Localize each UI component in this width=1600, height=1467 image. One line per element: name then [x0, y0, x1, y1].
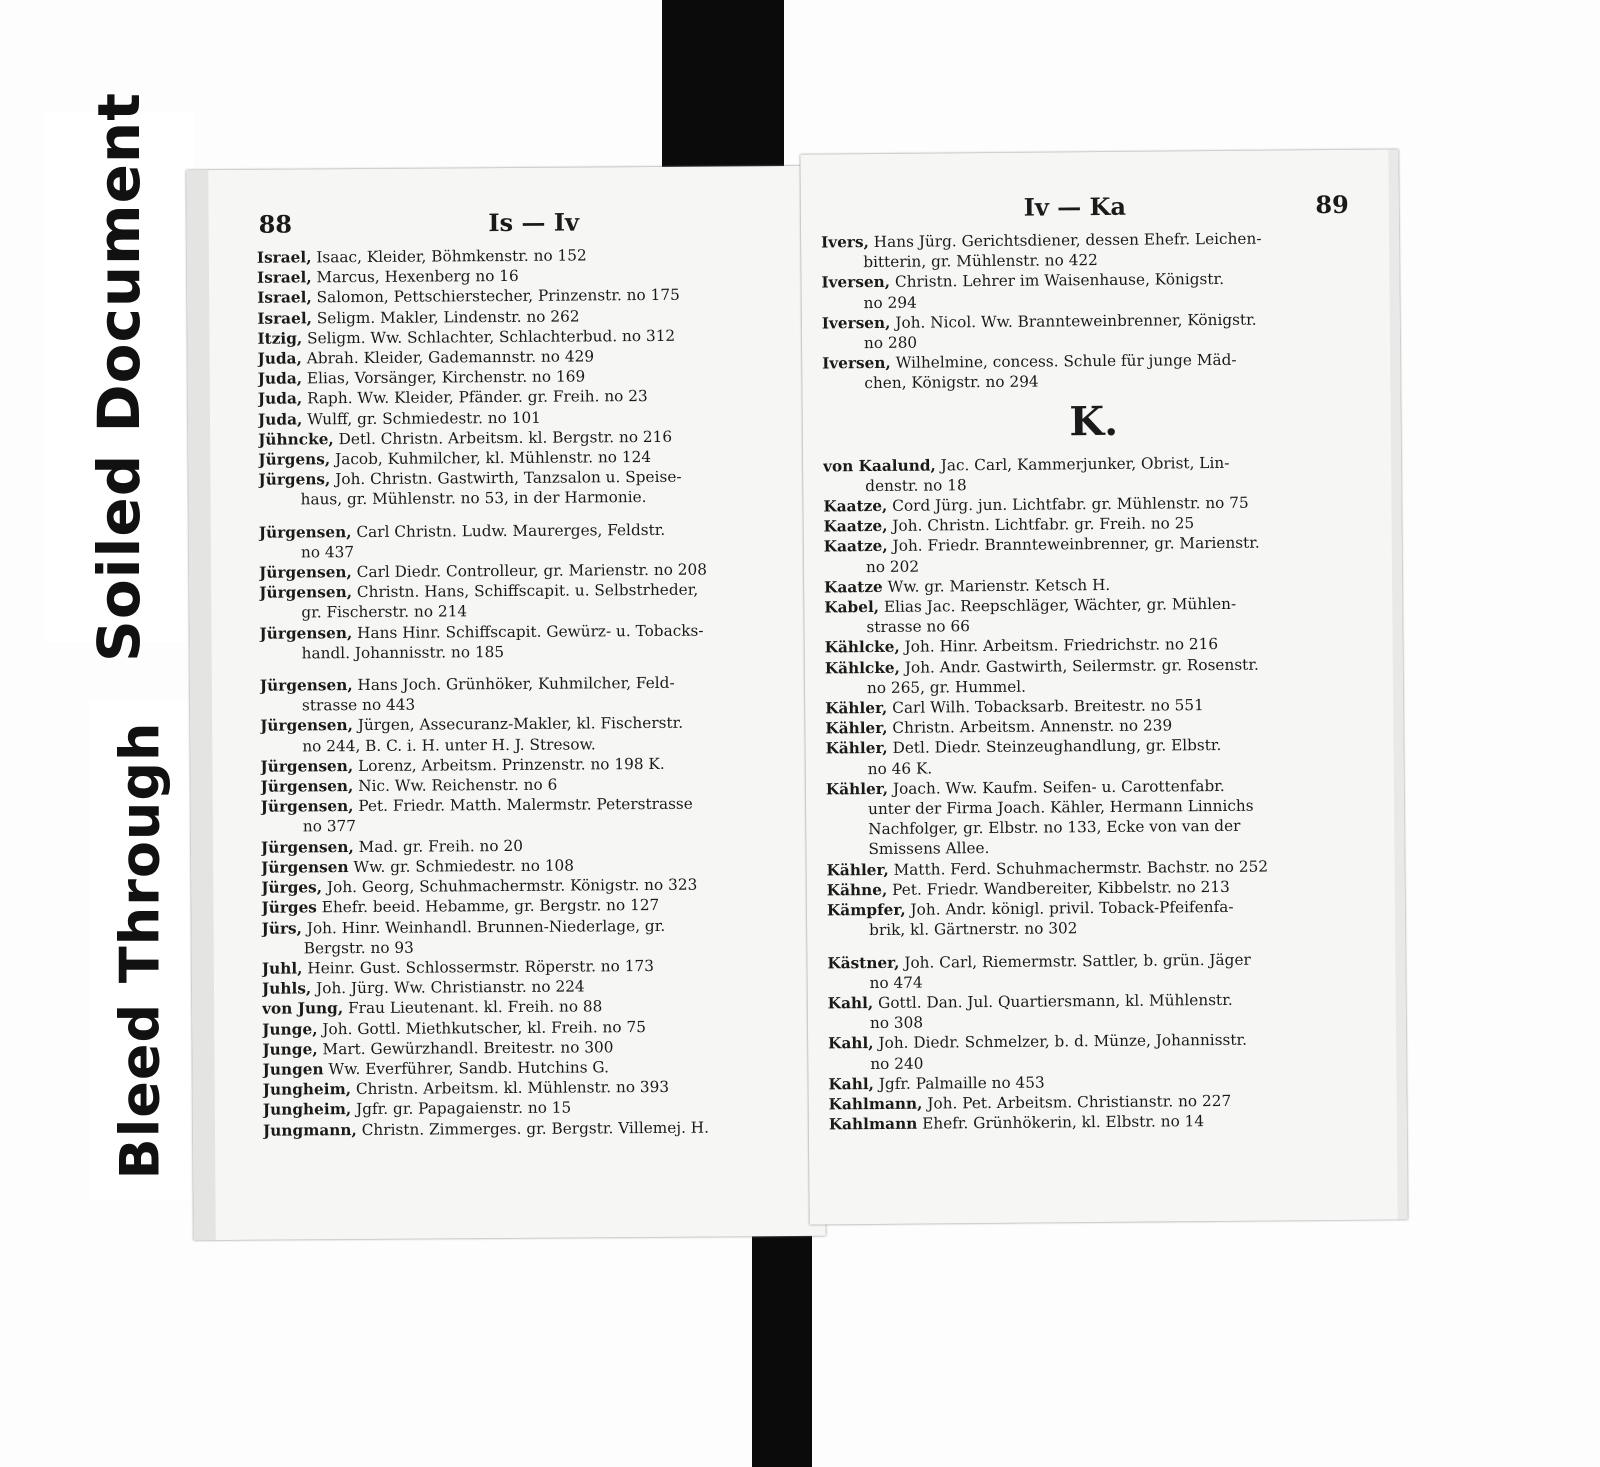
- entry-surname: Juhls,: [261, 979, 312, 998]
- entry-continuation-line: Smissens Allee.: [868, 839, 990, 859]
- entry-surname: Juhl,: [261, 959, 303, 978]
- entry-continuation-line: Nachfolger, gr. Elbstr. no 133, Ecke von van der: [868, 817, 1241, 839]
- running-head: Iv — Ka: [1023, 191, 1127, 222]
- entry-surname: Kählcke,: [824, 658, 901, 678]
- entry-line: Jürgensen, Hans Joch. Grünhöker, Kuhmilcher, Feld-: [259, 673, 675, 695]
- entry-line: Junge, Joh. Gottl. Miethkutscher, kl. Freih. no 75: [262, 1017, 646, 1039]
- entry-line: Kaatze, Joh. Christn. Lichtfabr. gr. Freih. no 25: [823, 514, 1195, 536]
- entry-surname: Jürgensen,: [260, 716, 353, 736]
- soiled-document-label: [44, 92, 194, 662]
- entry-line: Kählcke, Joh. Hinr. Arbeitsm. Friedrichstr. no 216: [824, 635, 1219, 657]
- entry-line: Jürgensen, Mad. gr. Freih. no 20: [260, 836, 523, 857]
- entry-surname: Jürges,: [261, 878, 323, 897]
- entry-line: Juhls, Joh. Jürg. Ww. Christianstr. no 224: [261, 977, 585, 998]
- soiled-document-text: Soiled Document: [85, 92, 154, 662]
- entry-line: Israel, Salomon, Pettschierstecher, Prinzenstr. no 175: [257, 286, 680, 308]
- entry-surname: Kähler,: [826, 860, 889, 880]
- entry-line: Jürgensen, Pet. Friedr. Matth. Malermstr. Peterstrasse: [260, 794, 693, 816]
- entry-continuation-line: no 280: [863, 333, 918, 353]
- entry-line: Kählcke, Joh. Andr. Gastwirth, Seilermstr. gr. Rosenstr.: [824, 655, 1259, 678]
- left-page-header: [239, 206, 789, 250]
- entry-surname: Juda,: [257, 410, 303, 429]
- entry-line: Kähler, Matth. Ferd. Schuhmachermstr. Bachstr. no 252: [826, 857, 1269, 880]
- running-head: Is — Iv: [488, 207, 580, 238]
- directory-entry: [824, 593, 1366, 638]
- directory-entry: [828, 1029, 1370, 1074]
- entry-surname: Israel,: [257, 308, 312, 328]
- entry-surname: Israel,: [256, 268, 312, 287]
- binding-strap-bottom: [752, 1215, 812, 1467]
- directory-entry: [259, 519, 803, 563]
- entry-line: Jürgensen Ww. gr. Schmiedestr. no 108: [261, 856, 575, 877]
- entry-line: Kähne, Pet. Friedr. Wandbereiter, Kibbelstr. no 213: [826, 877, 1230, 900]
- entry-surname: Kaatze,: [823, 517, 888, 536]
- entry-continuation-line: strasse no 66: [866, 617, 970, 637]
- entry-surname: Jungmann,: [262, 1120, 357, 1140]
- entry-line: von Kaalund, Jac. Carl, Kammerjunker, Obrist, Lin-: [822, 453, 1230, 476]
- entry-line: Jürgensen, Hans Hinr. Schiffscapit. Gewürz- u. Tobacks-: [259, 621, 704, 643]
- entry-line: Jürs, Joh. Hinr. Weinhandl. Brunnen-Niederlage, gr.: [261, 916, 666, 938]
- entry-surname: Junge,: [262, 1040, 318, 1059]
- entry-surname: Jürgens,: [258, 450, 331, 469]
- entry-line: Jürgens, Joh. Christn. Gastwirth, Tanzsalon u. Speise-: [258, 468, 682, 489]
- entry-surname: Kahl,: [827, 993, 874, 1013]
- entry-continuation-line: no 244, B. C. i. H. unter H. J. Stresow.: [302, 735, 596, 756]
- entry-surname: Iversen,: [822, 354, 891, 373]
- entry-surname: Junge,: [262, 1019, 318, 1039]
- entry-surname: Jürgensen,: [260, 837, 354, 857]
- entry-line: Iversen, Joh. Nicol. Ww. Brannteweinbrenner, Königstr.: [821, 310, 1257, 333]
- entry-surname: Jürgensen,: [260, 756, 354, 776]
- entry-continuation-line: no 46 K.: [867, 759, 933, 778]
- entry-surname: Israel,: [257, 288, 312, 308]
- entry-continuation-line: brik, kl. Gärtnerstr. no 302: [869, 919, 1078, 940]
- bleed-through-text: Bleed Through: [108, 721, 172, 1179]
- entry-continuation-line: chen, Königstr. no 294: [864, 372, 1039, 393]
- entry-surname: Jürs,: [261, 918, 302, 938]
- entry-surname: Jürgensen,: [260, 797, 354, 816]
- entry-line: Israel, Seligm. Makler, Lindenstr. no 262: [257, 307, 580, 328]
- entry-continuation-line: haus, gr. Mühlenstr. no 53, in der Harmonie.: [300, 488, 647, 509]
- entry-line: Kaatze, Cord Jürg. jun. Lichtfabr. gr. Mühlenstr. no 75: [823, 493, 1249, 516]
- entry-line: Jungheim, Jgfr. gr. Papagaienstr. no 15: [262, 1098, 572, 1120]
- entry-surname: Ivers,: [821, 233, 869, 252]
- entry-line: Jungen Ww. Everführer, Sandb. Hutchins G.: [262, 1058, 609, 1079]
- entry-continuation-line: no 437: [300, 542, 355, 562]
- entry-line: Kahl, Jgfr. Palmaille no 453: [828, 1073, 1045, 1094]
- directory-entry: [826, 775, 1369, 861]
- directory-entry: [821, 268, 1363, 313]
- entry-line: Jürgensen, Carl Christn. Ludw. Maurerges, Feldstr.: [258, 520, 666, 542]
- entry-line: Kähler, Joach. Ww. Kaufm. Seifen- u. Carottenfabr.: [825, 776, 1225, 799]
- entry-continuation-line: no 294: [863, 293, 917, 312]
- entries-before-section: [821, 228, 1364, 394]
- entry-surname: Juda,: [257, 389, 303, 409]
- entry-surname: Kahlmann,: [828, 1094, 923, 1114]
- entry-continuation-line: handl. Johannisstr. no 185: [301, 642, 505, 663]
- directory-entry: [259, 620, 803, 664]
- entries-after-section: [823, 451, 1371, 1134]
- entry-surname: Iversen,: [821, 313, 891, 333]
- directory-entry: [823, 451, 1365, 496]
- entry-surname: Kämpfer,: [826, 900, 906, 920]
- entry-surname: Kähler,: [825, 719, 888, 738]
- directory-entry: [827, 896, 1369, 941]
- entry-line: Iversen, Wilhelmine, concess. Schule für junge Mäd-: [822, 351, 1237, 373]
- entry-line: Jürgens, Jacob, Kuhmilcher, kl. Mühlenstr. no 124: [258, 448, 652, 469]
- entry-line: Juda, Abrah. Kleider, Gademannstr. no 429: [257, 347, 595, 368]
- entry-line: Jürgensen, Nic. Ww. Reichenstr. no 6: [260, 775, 558, 796]
- entry-line: Juda, Raph. Ww. Kleider, Pfänder. gr. Freih. no 23: [257, 387, 648, 409]
- entry-line: Kämpfer, Joh. Andr. königl. privil. Toback-Pfeifenfa-: [826, 897, 1234, 920]
- entry-line: Jühncke, Detl. Christn. Arbeitsm. kl. Bergstr. no 216: [258, 427, 673, 449]
- page-number: 89: [1315, 189, 1349, 220]
- entry-line: Ivers, Hans Jürg. Gerichtsdiener, dessen Ehefr. Leichen-: [821, 229, 1262, 252]
- left-page: [186, 166, 825, 1240]
- entry-line: Kähler, Detl. Diedr. Steinzeughandlung, gr. Elbstr.: [825, 736, 1222, 758]
- entry-surname: Israel,: [256, 248, 312, 267]
- entry-continuation-line: bitterin, gr. Mühlenstr. no 422: [863, 251, 1098, 272]
- entry-surname: Kähler,: [825, 779, 889, 799]
- entry-line: Israel, Isaac, Kleider, Böhmkenstr. no 152: [256, 246, 587, 267]
- entry-surname: Jürgensen,: [259, 676, 353, 695]
- section-letter: K.: [1069, 397, 1119, 445]
- entry-surname: Jürges: [261, 898, 317, 918]
- directory-entry: [259, 579, 803, 623]
- entry-continuation-line: denstr. no 18: [865, 476, 967, 495]
- entry-line: Jungmann, Christn. Zimmerges. gr. Bergstr. Villemej. H.: [262, 1118, 710, 1140]
- directory-entry: [822, 349, 1364, 394]
- entry-line: Kähler, Christn. Arbeitsm. Annenstr. no 239: [825, 716, 1173, 738]
- entry-line: von Jung, Frau Lieutenant. kl. Freih. no 88: [262, 997, 603, 1019]
- entry-line: Kähler, Carl Wilh. Tobacksarb. Breitestr. no 551: [825, 696, 1204, 718]
- directory-entry: [825, 734, 1367, 779]
- right-entries-list: [821, 228, 1371, 1135]
- entry-surname: Kahl,: [828, 1074, 875, 1094]
- page-number: 88: [258, 209, 293, 239]
- entry-line: Kahl, Gottl. Dan. Jul. Quartiersmann, kl. Mühlenstr.: [827, 990, 1233, 1013]
- entry-surname: Jühncke,: [258, 430, 334, 449]
- entry-surname: Jürgens,: [258, 470, 331, 489]
- entry-surname: Kaatze,: [823, 496, 888, 516]
- directory-entry: [260, 672, 804, 716]
- directory-entry: [821, 228, 1363, 273]
- entry-surname: Kahlmann: [828, 1114, 918, 1134]
- entry-line: Kahl, Joh. Diedr. Schmelzer, b. d. Münze, Johannisstr.: [828, 1031, 1248, 1053]
- entry-line: Kaatze Ww. gr. Marienstr. Ketsch H.: [824, 575, 1111, 597]
- entry-surname: Kaatze,: [823, 537, 888, 556]
- entry-surname: Itzig,: [257, 329, 303, 348]
- entry-surname: Jürgensen,: [259, 583, 353, 602]
- entry-surname: Juda,: [257, 349, 302, 368]
- entry-surname: Iversen,: [821, 273, 891, 292]
- entry-surname: Jürgensen,: [259, 623, 353, 643]
- entry-surname: Kähne,: [826, 880, 888, 900]
- entry-surname: Kabel,: [824, 598, 880, 617]
- left-entries-list: [257, 244, 807, 1141]
- entry-surname: Kählcke,: [824, 638, 900, 657]
- directory-entry: [822, 309, 1364, 354]
- directory-entry: [261, 793, 805, 837]
- entry-surname: Jungen: [262, 1060, 324, 1079]
- entry-line: Kabel, Elias Jac. Reepschläger, Wächter, gr. Mühlen-: [824, 594, 1237, 617]
- entry-line: Jürgensen, Carl Diedr. Controlleur, gr. Marienstr. no 208: [259, 560, 708, 582]
- entry-surname: Jürgensen,: [259, 563, 352, 582]
- entry-line: Jürgensen, Christn. Hans, Schiffscapit. u. Selbstrheder,: [259, 580, 699, 602]
- entry-continuation-line: no 240: [870, 1054, 924, 1073]
- entry-line: Jürgensen, Lorenz, Arbeitsm. Prinzenstr. no 198 K.: [260, 754, 665, 776]
- directory-entry: [263, 1116, 807, 1140]
- entry-surname: Jungheim,: [262, 1100, 352, 1120]
- binding-strap-top: [662, 0, 784, 170]
- entry-line: Iversen, Christn. Lehrer im Waisenhause, Königstr.: [821, 270, 1225, 292]
- entry-continuation-line: no 474: [869, 973, 923, 992]
- entry-line: Israel, Marcus, Hexenberg no 16: [256, 267, 519, 287]
- directory-entry: [829, 1110, 1371, 1135]
- entry-continuation-line: no 377: [302, 817, 357, 836]
- directory-entry: [258, 466, 802, 510]
- directory-entry: [824, 532, 1366, 577]
- entry-surname: Kahl,: [828, 1034, 874, 1053]
- entry-line: Jürges Ehefr. beeid. Hebamme, gr. Bergstr. no 127: [261, 896, 660, 918]
- entry-continuation-line: unter der Firma Joach. Kähler, Hermann Linnichs: [867, 796, 1254, 819]
- entry-surname: Kähler,: [825, 698, 888, 718]
- entry-continuation-line: no 202: [865, 557, 920, 576]
- entry-surname: Kähler,: [825, 739, 888, 758]
- entry-surname: Kaatze: [824, 577, 883, 597]
- entry-surname: Jungheim,: [262, 1080, 352, 1099]
- directory-entry: [825, 653, 1367, 698]
- entry-continuation-line: strasse no 443: [301, 695, 416, 715]
- entry-line: Kahlmann Ehefr. Grünhökerin, kl. Elbstr. no 14: [828, 1112, 1205, 1134]
- entry-line: Kaatze, Joh. Friedr. Brannteweinbrenner, gr. Marienstr.: [823, 534, 1260, 556]
- right-page: [800, 149, 1407, 1224]
- entry-line: Juda, Wulff, gr. Schmiedestr. no 101: [257, 408, 541, 429]
- entry-line: Jungheim, Christn. Arbeitsm. kl. Mühlenstr. no 393: [262, 1077, 670, 1099]
- entry-line: Junge, Mart. Gewürzhandl. Breitestr. no 300: [262, 1037, 614, 1059]
- bleed-through-label: [90, 700, 190, 1200]
- entry-surname: Jürgensen,: [260, 777, 354, 796]
- entry-surname: Jürgensen: [261, 857, 349, 877]
- entry-line: Kahlmann, Joh. Pet. Arbeitsm. Christianstr. no 227: [828, 1091, 1232, 1114]
- entry-surname: Kästner,: [827, 953, 900, 972]
- entry-line: Jürges, Joh. Georg, Schuhmachermstr. Königstr. no 323: [261, 875, 698, 897]
- entry-surname: von Kaalund,: [822, 456, 936, 476]
- entry-surname: von Jung,: [262, 999, 344, 1019]
- entry-surname: Jürgensen,: [258, 522, 352, 542]
- entry-surname: Juda,: [257, 369, 303, 388]
- entry-continuation-line: gr. Fischerstr. no 214: [301, 602, 468, 622]
- directory-entry: [827, 948, 1369, 993]
- entry-continuation-line: no 308: [869, 1013, 924, 1033]
- entry-continuation-line: no 265, gr. Hummel.: [866, 677, 1027, 697]
- directory-entry: [828, 989, 1370, 1034]
- directory-entry: [260, 712, 804, 756]
- entry-line: Kästner, Joh. Carl, Riemermstr. Sattler, b. grün. Jäger: [827, 950, 1251, 972]
- directory-entry: [261, 914, 805, 958]
- entry-line: Jürgensen, Jürgen, Assecuranz-Makler, kl. Fischerstr.: [260, 714, 684, 736]
- entry-continuation-line: Bergstr. no 93: [303, 938, 414, 958]
- entry-line: Juda, Elias, Vorsänger, Kirchenstr. no 169: [257, 367, 586, 388]
- entry-line: Itzig, Seligm. Ww. Schlachter, Schlachterbud. no 312: [257, 326, 676, 348]
- entry-line: Juhl, Heinr. Gust. Schlossermstr. Röperstr. no 173: [261, 956, 654, 978]
